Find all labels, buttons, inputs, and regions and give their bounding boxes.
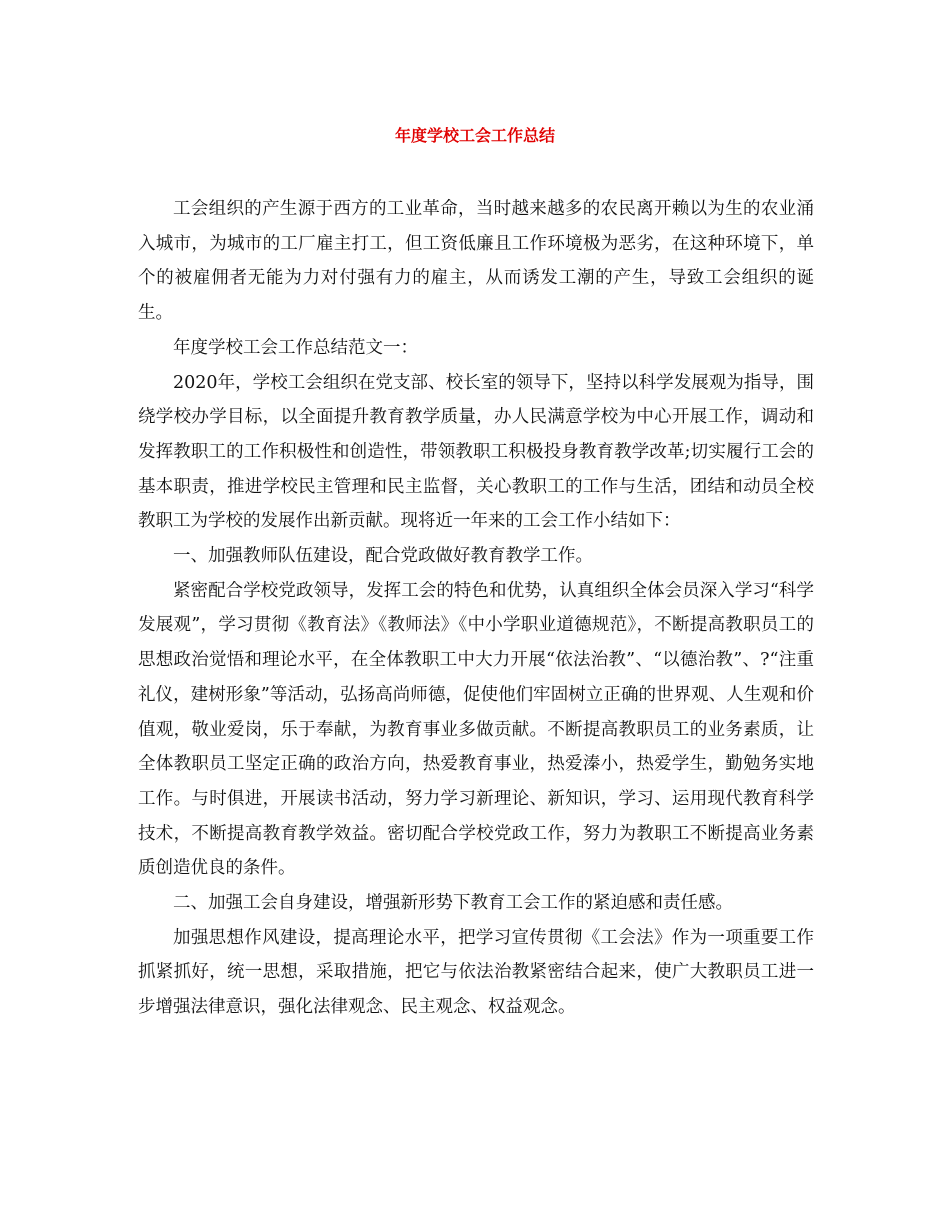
paragraph-section-2: 加强思想作风建设，提高理论水平，把学习宣传贯彻《工会法》作为一项重要工作抓紧抓好，统一思想，采取措施，把它与依法治教紧密结合起来，使广大教职员工进一步增强法律意识，强化法律观念、民主观念、权益观念。 [138,927,814,1018]
document-title: 年度学校工会工作总结 [394,126,555,145]
paragraph-sample-heading: 年度学校工会工作总结范文一： [173,337,418,358]
section-heading-2: 二、加强工会自身建设，增强新形势下教育工会工作的紧迫感和责任感。 [173,893,733,914]
section-heading-1: 一、加强教师队伍建设，配合党政做好教育教学工作。 [173,546,593,567]
paragraph-intro: 工会组织的产生源于西方的工业革命，当时越来越多的农民离开赖以为生的农业涌入城市，为城市的工厂雇主打工，但工资低廉且工作环境极为恶劣，在这种环境下，单个的被雇佣者无能为力对付强有力的雇主，从而诱发工潮的产生，导致工会组织的诞生。 [138,199,814,324]
paragraph-overview: 2020年，学校工会组织在党支部、校长室的领导下，坚持以科学发展观为指导，围绕学校办学目标，以全面提升教育教学质量，办人民满意学校为中心开展工作，调动和发挥教职工的工作积极性和创造性，带领教职工积极投身教育教学改革;切实履行工会的基本职责，推进学校民主管理和民主监督，关心教职工的工作与生活，团结和动员全校教职工为学校的发展作出新贡献。现将近一年来的工会工作小结如下： [138,372,814,532]
paragraph-section-1: 紧密配合学校党政领导，发挥工会的特色和优势，认真组织全体会员深入学习“科学发展观”，学习贯彻《教育法》《教师法》《中小学职业道德规范》，不断提高教职员工的思想政治觉悟和理论水平，在全体教职工中大力开展“依法治教”、“以德治教”、?“注重礼仪，建树形象”等活动，弘扬高尚师德，促使他们牢固树立正确的世界观、人生观和价值观，敬业爱岗，乐于奉献，为教育事业多做贡献。不断提高教职员工的业务素质，让全体教职员工坚定正确的政治方向，热爱教育事业，热爱溱小，热爱学生，勤勉务实地工作。与时俱进，开展读书活动，努力学习新理论、新知识，学习、运用现代教育科学技术，不断提高教育教学效益。密切配合学校党政工作，努力为教职工不断提高业务素质创造优良的条件。 [138,580,814,879]
document-body [138,192,814,1025]
